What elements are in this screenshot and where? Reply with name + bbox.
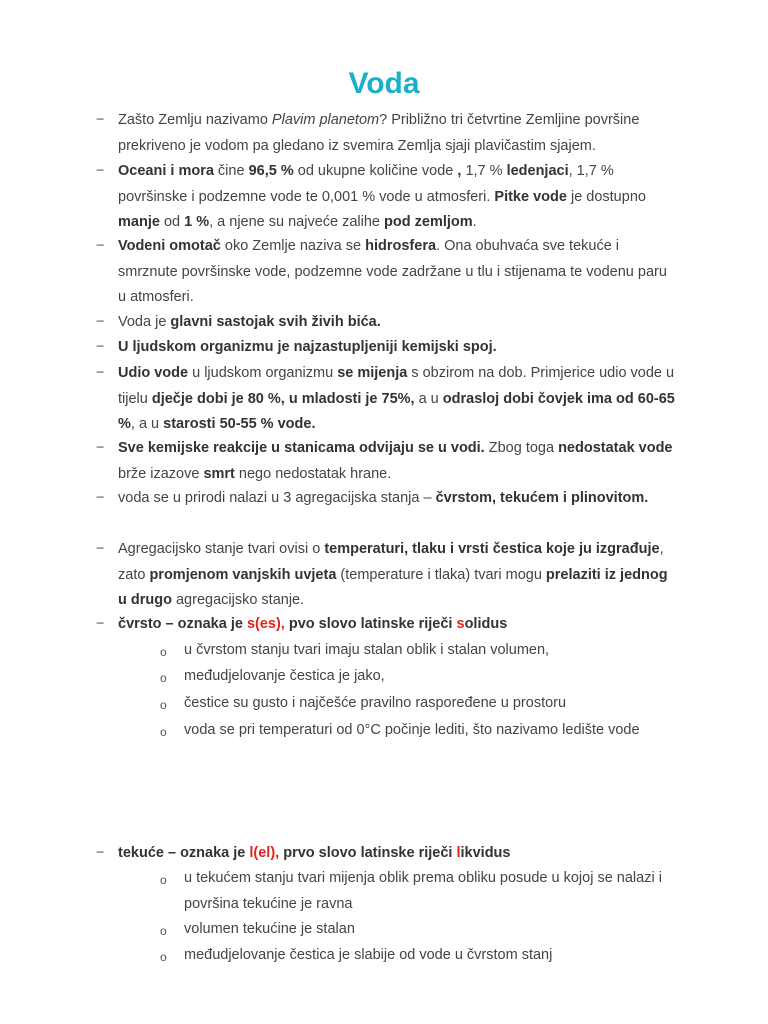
dash-marker: − bbox=[96, 314, 105, 330]
list-item bbox=[96, 841, 678, 867]
bullet-marker: o bbox=[160, 698, 167, 712]
text-segment: starosti 50-55 % vode. bbox=[163, 416, 316, 432]
item-text bbox=[118, 163, 646, 230]
text-segment: Voda je bbox=[118, 314, 171, 330]
text-segment: Udio vode bbox=[118, 365, 189, 381]
text-segment: (temperature i tlaka) tvari mogu bbox=[336, 566, 546, 583]
text-segment: dječje dobi je 80 %, u mladosti je 75%, bbox=[151, 390, 415, 407]
text-segment: hidrosfera bbox=[365, 238, 437, 254]
text-segment: Plavim planetom bbox=[271, 112, 380, 128]
item-text bbox=[118, 490, 648, 506]
text-segment: Agregacijsko stanje tvari ovisi o bbox=[118, 541, 325, 557]
bullet-marker: o bbox=[160, 950, 167, 964]
text-segment: glavni sastojak svih živih bića. bbox=[170, 314, 381, 330]
text-segment: 1 % bbox=[184, 214, 210, 230]
text-segment: temperaturi, tlaku i vrsti čestica koje ju izgrađuje bbox=[324, 541, 660, 557]
text-segment: Vodeni omotač bbox=[118, 238, 221, 254]
sublist-text: međudjelovanje čestica je jako, bbox=[184, 668, 385, 684]
dash-marker: − bbox=[96, 339, 105, 355]
text-segment: U ljudskom organizmu je najzastupljeniji kemijski spoj. bbox=[118, 339, 497, 355]
text-segment: . bbox=[472, 214, 477, 230]
item-text bbox=[118, 616, 507, 632]
text-segment: , zato bbox=[118, 541, 664, 583]
text-segment: , a u bbox=[130, 416, 164, 432]
bullet-marker: o bbox=[160, 725, 167, 739]
text-segment: Sve kemijske reakcije u stanicama odvijaju se u vodi. bbox=[118, 440, 485, 456]
text-segment: od bbox=[159, 214, 185, 230]
text-segment: manje bbox=[118, 214, 160, 230]
text-segment: Zbog toga bbox=[484, 440, 559, 456]
sublist-item bbox=[160, 638, 674, 664]
list-item bbox=[96, 234, 678, 311]
text-segment: , bbox=[457, 163, 462, 179]
text-segment: čvrsto – oznaka je bbox=[118, 616, 247, 632]
highlight-text: l(el), bbox=[249, 845, 280, 861]
item-text bbox=[118, 440, 673, 482]
list-item bbox=[96, 486, 678, 512]
dash-marker: − bbox=[96, 365, 105, 381]
list-item bbox=[96, 335, 678, 361]
sublist-text: u čvrstom stanju tvari imaju stalan oblik i stalan volumen, bbox=[184, 642, 550, 658]
dash-marker: − bbox=[96, 238, 105, 254]
bullet-marker: o bbox=[160, 924, 167, 938]
bullet-marker: o bbox=[160, 873, 167, 887]
text-segment: pod zemljom bbox=[384, 214, 473, 230]
text-segment: tekuće – oznaka je bbox=[118, 845, 250, 861]
text-segment: promjenom vanjskih uvjeta bbox=[149, 566, 337, 583]
item-text bbox=[118, 339, 497, 355]
sublist-item bbox=[160, 664, 674, 690]
item-text bbox=[118, 541, 668, 608]
text-segment: , 1,7 % površinske i podzemne vode te 0,001 % vode u atmosferi. bbox=[118, 163, 614, 205]
text-segment: u ljudskom organizmu bbox=[188, 365, 338, 381]
text-segment: čine bbox=[213, 163, 249, 179]
list-item bbox=[96, 159, 678, 236]
text-segment: odrasloj dobi čovjek ima od 60-65 % bbox=[118, 390, 675, 432]
sublist-item bbox=[160, 917, 674, 943]
dash-marker: − bbox=[96, 541, 105, 557]
sublist-text: međudjelovanje čestica je slabije od vode u čvrstom stanj bbox=[184, 947, 553, 963]
text-segment: nego nedostatak hrane. bbox=[234, 465, 392, 482]
text-segment: Zašto Zemlju nazivamo bbox=[118, 112, 272, 128]
text-segment: pvo slovo latinske riječi bbox=[284, 616, 457, 632]
text-segment: s obzirom na dob. Primjerice udio vode u tijelu bbox=[118, 365, 675, 407]
text-segment: se mijenja bbox=[337, 365, 408, 381]
list-item bbox=[96, 436, 678, 487]
text-segment: Oceani i mora bbox=[118, 163, 214, 179]
list-item bbox=[96, 310, 678, 336]
text-segment: 1,7 % bbox=[461, 163, 507, 179]
highlight-text: l bbox=[456, 845, 461, 861]
text-segment: brže izazove bbox=[118, 465, 204, 482]
highlight-text: s(es), bbox=[246, 616, 285, 632]
item-text bbox=[118, 365, 675, 432]
sublist-item bbox=[160, 866, 674, 917]
text-segment: 96,5 % bbox=[248, 163, 294, 179]
text-segment: smrt bbox=[203, 465, 235, 482]
text-segment: nedostatak vode bbox=[558, 440, 673, 456]
text-segment: ? Približno tri četvrtine Zemljine površine prekriveno je vodom pa gledano iz svemira Zemlja sjaji plavičastim sjajem. bbox=[118, 112, 640, 154]
text-segment: . Ona obuhvaća sve tekuće i smrznute površinske vode, podzemne vode zadržane u tlu i stijenama te vodenu paru u atmosferi. bbox=[118, 238, 667, 305]
dash-marker: − bbox=[96, 845, 105, 861]
bullet-marker: o bbox=[160, 645, 167, 659]
text-segment: a u bbox=[414, 390, 443, 407]
text-segment: ledenjaci bbox=[506, 163, 569, 179]
list-item bbox=[96, 361, 678, 438]
dash-marker: − bbox=[96, 112, 105, 128]
page-title: Voda bbox=[348, 67, 420, 100]
text-segment: voda se u prirodi nalazi u 3 agregacijska stanja – bbox=[118, 490, 436, 506]
item-text bbox=[118, 112, 639, 154]
text-segment: oko Zemlje naziva se bbox=[220, 238, 366, 254]
list-item bbox=[96, 612, 678, 638]
text-segment: Pitke vode bbox=[494, 188, 567, 205]
bullet-marker: o bbox=[160, 671, 167, 685]
text-segment: , a njene su najveće zalihe bbox=[209, 214, 385, 230]
dash-marker: − bbox=[96, 440, 105, 456]
dash-marker: − bbox=[96, 490, 105, 506]
text-segment: je dostupno bbox=[566, 188, 646, 205]
item-text bbox=[118, 238, 667, 305]
text-segment: čvrstom, tekućem i plinovitom. bbox=[435, 490, 649, 506]
sublist-item bbox=[160, 943, 674, 969]
sublist-item bbox=[160, 718, 674, 744]
sublist-item bbox=[160, 691, 674, 717]
list-item bbox=[96, 537, 678, 614]
text-segment: prvo slovo latinske riječi bbox=[279, 845, 457, 861]
sublist-text: voda se pri temperaturi od 0°C počinje lediti, što nazivamo ledište vode bbox=[184, 722, 640, 738]
sublist-text: čestice su gusto i najčešće pravilno raspoređene u prostoru bbox=[184, 695, 567, 711]
text-segment: ikvidus bbox=[460, 845, 511, 861]
dash-marker: − bbox=[96, 616, 105, 632]
item-text bbox=[118, 845, 510, 861]
dash-marker: − bbox=[96, 163, 105, 179]
list-item bbox=[96, 108, 678, 159]
item-text bbox=[118, 314, 381, 330]
text-segment: agregacijsko stanje. bbox=[171, 592, 305, 608]
text-segment: prelaziti iz jednog u drugo bbox=[118, 566, 668, 608]
text-segment: olidus bbox=[464, 616, 508, 632]
sublist-text: u tekućem stanju tvari mijenja oblik prema obliku posude u kojoj se nalazi i površina tekućine je ravna bbox=[184, 870, 662, 912]
sublist-text: volumen tekućine je stalan bbox=[184, 921, 355, 937]
highlight-text: s bbox=[456, 616, 465, 632]
text-segment: od ukupne količine vode bbox=[293, 163, 458, 179]
